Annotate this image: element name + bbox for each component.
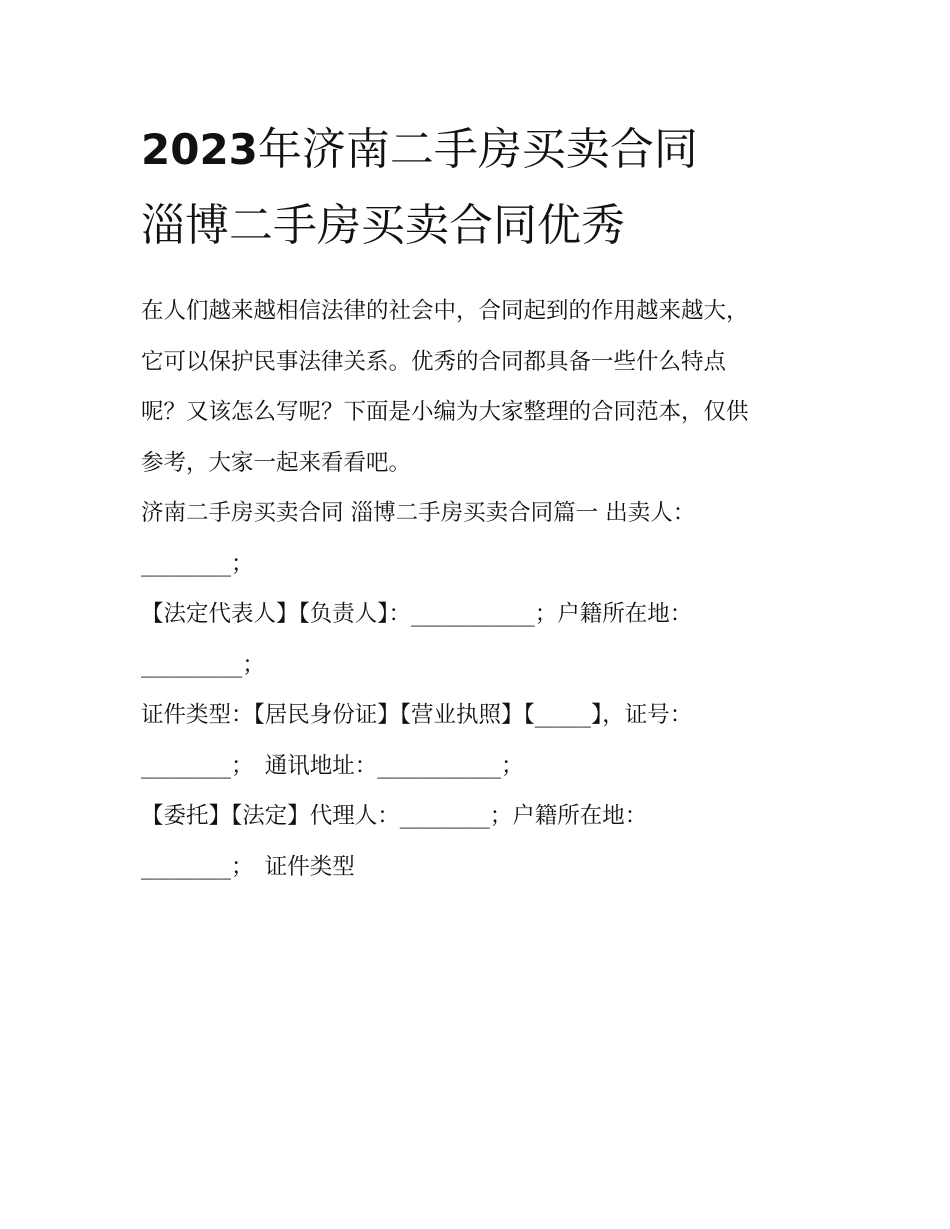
body-line: 参考，大家一起来看看吧。 bbox=[141, 449, 412, 476]
document-body bbox=[141, 286, 821, 892]
representative-line: 【法定代表人】【负责人】：___________；户籍所在地： bbox=[141, 601, 693, 627]
agent-line: 【委托】【法定】代理人：________；户籍所在地： bbox=[141, 803, 648, 829]
title-line-2: 淄博二手房买卖合同优秀 bbox=[141, 200, 625, 251]
title-year: 2023 bbox=[141, 125, 258, 174]
section-heading-line: 济南二手房买卖合同 淄博二手房买卖合同篇一 出卖人： bbox=[141, 500, 696, 526]
document-content bbox=[141, 112, 821, 892]
body-line: 呢？又该怎么写呢？下面是小编为大家整理的合同范本，仅供 bbox=[141, 399, 749, 425]
id-type-line: 证件类型：【居民身份证】【营业执照】【_____】，证号： bbox=[141, 702, 693, 728]
document-title bbox=[141, 112, 821, 264]
title-line-1 bbox=[141, 112, 821, 188]
residence-blank-line: _________； bbox=[141, 651, 265, 678]
address-line: ________； 通讯地址：___________； bbox=[141, 752, 524, 779]
seller-blank-line: ________； bbox=[141, 550, 254, 577]
body-line: 在人们越来越相信法律的社会中，合同起到的作用越来越大， bbox=[141, 298, 749, 324]
agent-id-line: ________； 证件类型 bbox=[141, 853, 355, 880]
title-line-1-text: 年济南二手房买卖合同 bbox=[257, 124, 698, 175]
body-line: 它可以保护民事法律关系。优秀的合同都具备一些什么特点 bbox=[141, 348, 727, 375]
